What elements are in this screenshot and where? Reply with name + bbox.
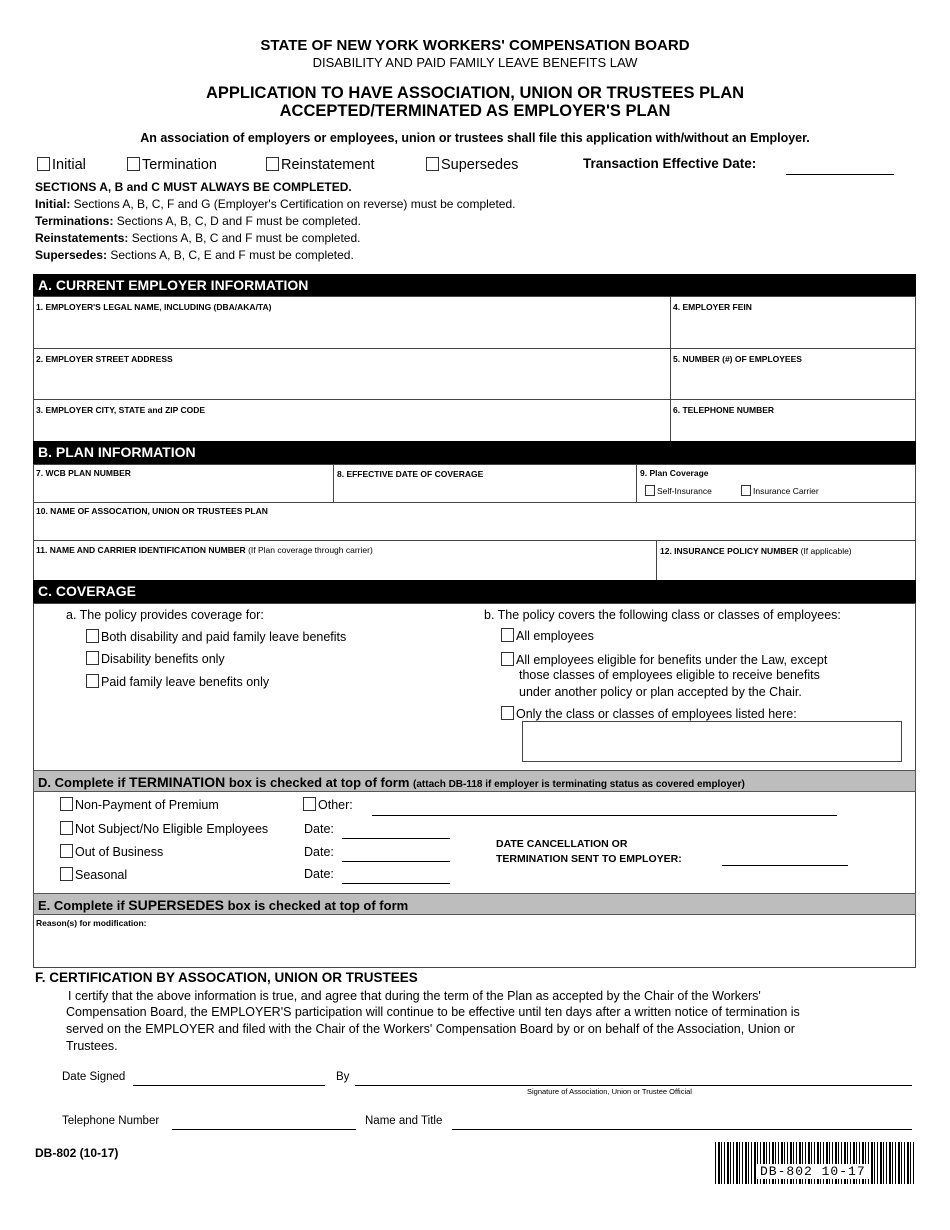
initial-checkbox[interactable] — [37, 157, 86, 173]
reinstatement-checkbox[interactable] — [266, 157, 375, 173]
seasonal-checkbox[interactable]: Seasonal — [60, 867, 127, 882]
street-address-field[interactable]: 2. EMPLOYER STREET ADDRESS — [36, 354, 173, 364]
form-title-2: ACCEPTED/TERMINATED AS EMPLOYER'S PLAN — [279, 102, 671, 120]
date-field-2[interactable] — [342, 861, 450, 862]
termination-instructions: Terminations: Sections A, B, C, D and F must be completed. — [35, 214, 361, 228]
section-b-header: B. PLAN INFORMATION — [33, 441, 916, 464]
date-signed-label: Date Signed — [62, 1071, 126, 1083]
supersedes-instructions: Supersedes: Sections A, B, C, E and F must be completed. — [35, 248, 354, 262]
coverage-b-label: b. The policy covers the following class or classes of employees: — [484, 608, 841, 622]
eligible-except-checkbox[interactable]: All employees eligible for benefits under the Law, except — [501, 652, 827, 667]
num-employees-field[interactable]: 5. NUMBER (#) OF EMPLOYEES — [673, 354, 802, 364]
date-field-3[interactable] — [342, 883, 450, 884]
carrier-id-field[interactable]: 11. NAME AND CARRIER IDENTIFICATION NUMBER (If Plan coverage through carrier) — [36, 545, 373, 555]
section-f-header: F. CERTIFICATION BY ASSOCATION, UNION OR TRUSTEES — [35, 970, 418, 985]
both-benefits-checkbox[interactable]: Both disability and paid family leave benefits — [86, 629, 346, 644]
section-d-header: D. Complete if TERMINATION box is checked at top of form (attach DB-118 if employer is terminating status as covered employer) — [33, 770, 916, 792]
self-insurance-checkbox[interactable]: Self-Insurance — [645, 485, 712, 496]
reason-field[interactable] — [33, 915, 916, 968]
date-cancellation-field[interactable] — [722, 865, 848, 866]
intro-text: An association of employers or employees, union or trustees shall file this application with/without an Employer. — [140, 131, 810, 145]
date-field-1[interactable] — [342, 838, 450, 839]
reason-label: Reason(s) for modification: — [36, 918, 147, 928]
cert-text-1: I certify that the above information is true, and agree that during the term of the Plan as accepted by the Chair of the Workers' — [68, 989, 761, 1003]
law-name: DISABILITY AND PAID FAMILY LEAVE BENEFITS LAW — [312, 55, 638, 70]
termination-label: Termination — [142, 157, 217, 173]
termination-checkbox[interactable] — [127, 157, 217, 173]
telephone-label: Telephone Number — [62, 1115, 160, 1127]
city-state-zip-field[interactable]: 3. EMPLOYER CITY, STATE and ZIP CODE — [36, 405, 206, 415]
barcode-text: DB-802 10-17 — [757, 1164, 869, 1179]
eligible-except-text-3: under another policy or plan accepted by the Chair. — [519, 685, 802, 699]
agency-name: STATE OF NEW YORK WORKERS' COMPENSATION BOARD — [260, 37, 690, 54]
section-e-header: E. Complete if SUPERSEDES box is checked at top of form — [33, 893, 916, 915]
date-cancellation-label-2: TERMINATION SENT TO EMPLOYER: — [496, 853, 682, 865]
date-cancellation-label-1: DATE CANCELLATION OR — [496, 838, 628, 850]
coverage-a-label: a. The policy provides coverage for: — [66, 608, 264, 622]
legal-name-field[interactable]: 1. EMPLOYER'S LEGAL NAME, INCLUDING (DBA/AKA/TA) — [36, 302, 272, 312]
plan-name-field[interactable]: 10. NAME OF ASSOCATION, UNION OR TRUSTEES PLAN — [36, 506, 268, 516]
policy-number-field[interactable]: 12. INSURANCE POLICY NUMBER (If applicable) — [660, 546, 852, 556]
not-subject-checkbox[interactable]: Not Subject/No Eligible Employees — [60, 821, 268, 836]
disability-only-checkbox[interactable]: Disability benefits only — [86, 651, 225, 666]
insurance-carrier-checkbox[interactable]: Insurance Carrier — [741, 485, 819, 496]
pfl-only-checkbox[interactable]: Paid family leave benefits only — [86, 674, 269, 689]
effective-date-coverage-field[interactable]: 8. EFFECTIVE DATE OF COVERAGE — [337, 469, 484, 479]
non-payment-checkbox[interactable]: Non-Payment of Premium — [60, 797, 219, 812]
wcb-plan-number-field[interactable]: 7. WCB PLAN NUMBER — [36, 468, 131, 478]
section-b-box — [33, 464, 916, 581]
cert-text-4: Trustees. — [66, 1039, 118, 1053]
out-of-business-checkbox[interactable]: Out of Business — [60, 844, 163, 859]
section-a-header: A. CURRENT EMPLOYER INFORMATION — [33, 274, 916, 297]
cert-text-3: served on the EMPLOYER and filed with the Chair of the Workers' Compensation Board by or on behalf of the Association, Union or — [66, 1022, 795, 1036]
section-c-header: C. COVERAGE — [33, 580, 916, 603]
reinstatement-instructions: Reinstatements: Sections A, B, C and F must be completed. — [35, 231, 361, 245]
effective-date-field[interactable] — [786, 174, 894, 175]
signature-caption: Signature of Association, Union or Trustee Official — [527, 1087, 692, 1096]
eligible-except-text-2: those classes of employees eligible to receive benefits — [519, 668, 820, 682]
other-checkbox[interactable]: Other: — [303, 797, 353, 812]
listed-classes-checkbox[interactable]: Only the class or classes of employees listed here: — [501, 706, 797, 721]
supersedes-checkbox[interactable] — [426, 157, 518, 173]
date-label-2: Date: — [304, 845, 334, 859]
fein-field[interactable]: 4. EMPLOYER FEIN — [673, 302, 752, 312]
name-title-label: Name and Title — [365, 1115, 443, 1127]
supersedes-label: Supersedes — [441, 157, 519, 173]
telephone-field[interactable]: 6. TELEPHONE NUMBER — [673, 405, 775, 415]
cert-text-2: Compensation Board, the EMPLOYER'S participation will continue to be effective until ten days after a written notice of termination is — [66, 1005, 800, 1019]
date-label-3: Date: — [304, 867, 334, 881]
initial-instructions: Initial: Sections A, B, C, F and G (Employer's Certification on reverse) must be completed. — [35, 197, 516, 211]
form-id: DB-802 (10-17) — [35, 1146, 119, 1160]
date-label-1: Date: — [304, 822, 334, 836]
effective-date-label: Transaction Effective Date: — [583, 156, 757, 171]
initial-label: Initial — [52, 157, 86, 173]
must-complete-text: SECTIONS A, B and C MUST ALWAYS BE COMPLETED. — [35, 180, 352, 194]
listed-classes-field[interactable] — [522, 721, 902, 762]
telephone-signer-field[interactable] — [172, 1129, 356, 1130]
form-title-1: APPLICATION TO HAVE ASSOCIATION, UNION OR TRUSTEES PLAN — [205, 84, 745, 102]
reinstatement-label: Reinstatement — [281, 157, 375, 173]
date-signed-field[interactable] — [133, 1085, 325, 1086]
signature-field[interactable] — [355, 1085, 912, 1086]
section-a-box — [33, 296, 916, 442]
by-label: By — [336, 1071, 350, 1083]
name-title-field[interactable] — [452, 1129, 912, 1130]
other-field[interactable] — [372, 815, 837, 816]
all-employees-checkbox[interactable]: All employees — [501, 628, 594, 643]
plan-coverage-label: 9. Plan Coverage — [640, 468, 709, 478]
